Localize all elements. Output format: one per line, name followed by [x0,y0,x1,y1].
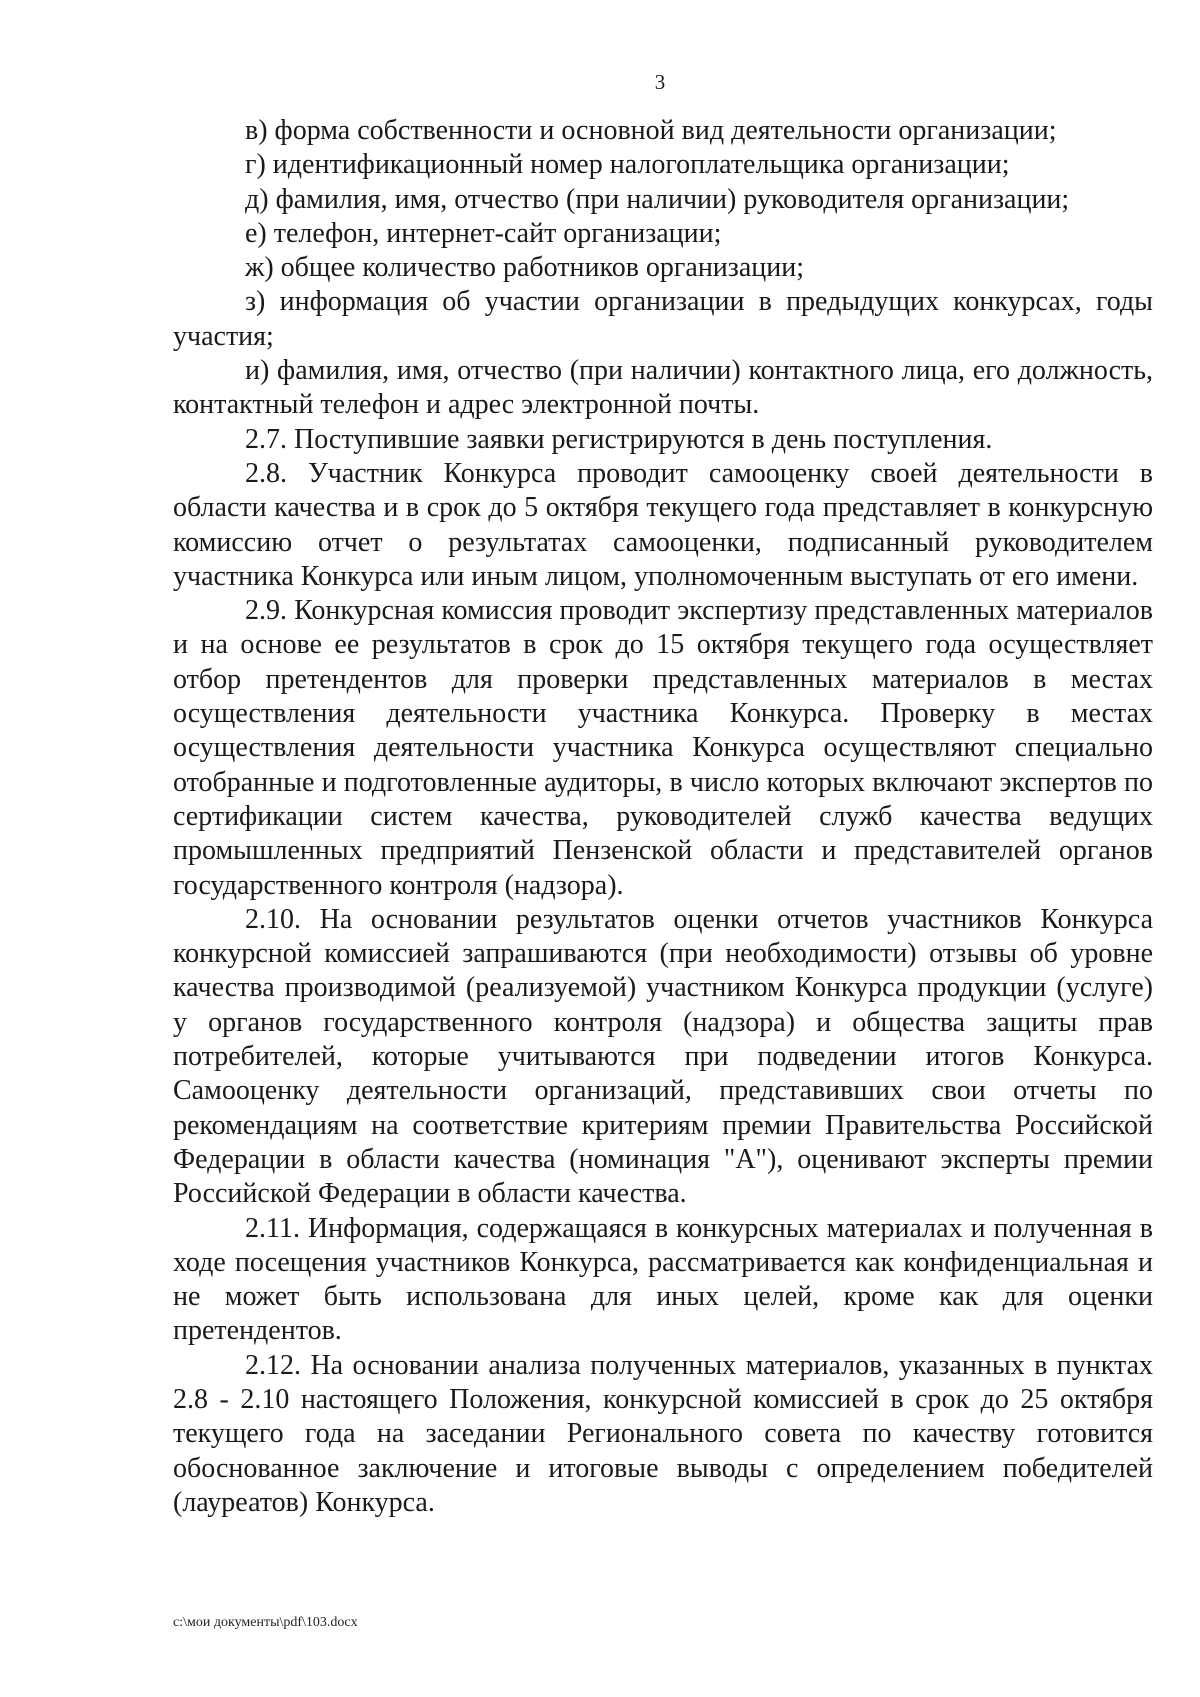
page-number: 3 [654,70,666,94]
paragraph-zh: ж) общее количество работников организации; [245,252,805,284]
paragraph-i: и) фамилия, имя, отчество (при наличии) контактного лица, его должность, контактный телефон и адрес электронной почты. [173,355,1153,421]
paragraph-v: в) форма собственности и основной вид деятельности организации; [245,115,1057,146]
paragraph-2-10: 2.10. На основании результатов оценки отчетов участников Конкурса конкурсной комиссией запрашиваются (при необходимости) отзывы об уровне качества производимой (реализуемой) участником Конкурса продукции (услуге) у органов государственного контроля (надзора) и общества защиты прав потребителей, которые учитываются при подведении итогов Конкурса. Самооценку деятельности организаций, представивших свои отчеты по рекомендациям на соответствие критериям премии Правительства Российской Федерации в области качества (номинация "А"), оценивают эксперты премии Российской Федерации в области качества. [173,903,1153,1210]
paragraph-e: е) телефон, интернет-сайт организации; [245,217,722,249]
paragraph-g: г) идентификационный номер налогоплательщика организации; [245,149,1010,181]
document-body [173,114,1153,1520]
paragraph-2-8: 2.8. Участник Конкурса проводит самооценку своей деятельности в области качества и в срок до 5 октября текущего года представляет в конкурсную комиссию отчет о результатах самооценки, подписанный руководителем участника Конкурса или иным лицом, уполномоченным выступать от его имени. [173,457,1153,592]
footer-file-path: c:\мои документы\pdf\103.docx [173,1615,358,1630]
paragraph-z: з) информация об участии организации в предыдущих конкурсах, годы участия; [173,286,1153,352]
paragraph-2-9: 2.9. Конкурсная комиссия проводит экспертизу представленных материалов и на основе ее результатов в срок до 15 октября текущего года осуществляет отбор претендентов для проверки представленных материалов в местах осуществления деятельности участника Конкурса. Проверку в местах осуществления деятельности участника Конкурса осуществляют специально отобранные и подготовленные аудиторы, в число которых включают экспертов по сертификации систем качества, руководителей служб качества ведущих промышленных предприятий Пензенской области и представителей органов государственного контроля (надзора). [173,595,1153,901]
paragraph-d: д) фамилия, имя, отчество (при наличии) руководителя организации; [245,183,1070,215]
paragraph-2-12: 2.12. На основании анализа полученных материалов, указанных в пунктах 2.8 - 2.10 настоящего Положения, конкурсной комиссией в срок до 25 октября текущего года на заседании Регионального совета по качеству готовится обоснованное заключение и итоговые выводы с определением победителей (лауреатов) Конкурса. [173,1349,1153,1518]
paragraph-2-11: 2.11. Информация, содержащаяся в конкурсных материалах и полученная в ходе посещения участников Конкурса, рассматривается как конфиденциальная и не может быть использована для иных целей, кроме как для оценки претендентов. [173,1212,1153,1347]
paragraph-2-7: 2.7. Поступившие заявки регистрируются в день поступления. [245,423,993,455]
